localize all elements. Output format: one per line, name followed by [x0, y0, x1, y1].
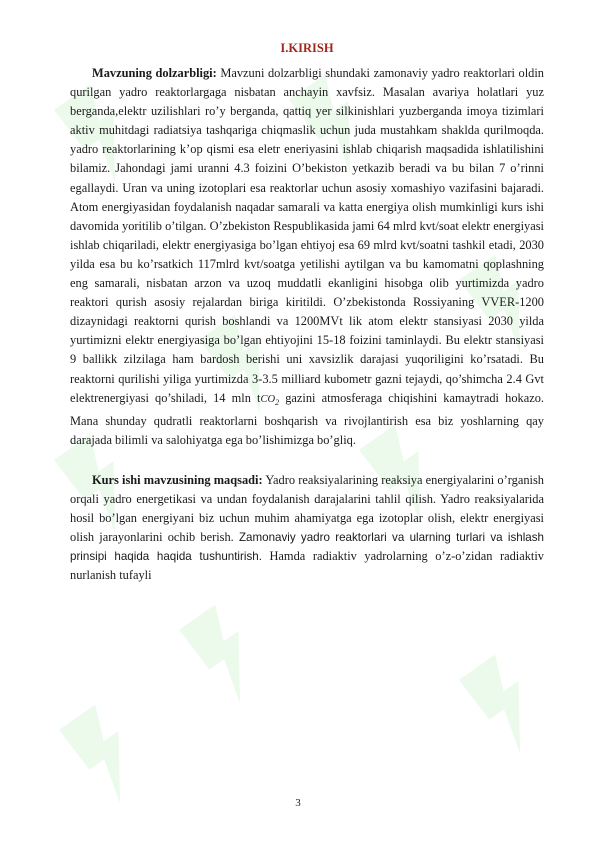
goal-body-end: Hamda radiaktiv yadrolarning o’z-o’zidan radiaktiv nurlanish tufayli — [70, 549, 544, 583]
paragraph-spacer — [70, 450, 544, 471]
relevance-body-end: gazini atmosferaga chiqishini kamaytradi hokazo. Mana shunday qudratli reaktorlarni boshqarish va rivojlantirish esa biz yoshlarning qay darajada bilimli va salohiyatga ega bo’lishimizga bo’gliq. — [70, 390, 544, 447]
relevance-paragraph — [70, 64, 544, 450]
co2-formula — [260, 394, 279, 405]
goal-body: Yadro reaksiyalarining reaksiya energiyalarini o’rganish orqali yadro energetikasi va undan foydalanish darajalarini tahlil qilish. Yadro reaksiyalarida hosil bo’lgan energiyani biz uchun muhim ahamiyatga ega izotoplar olish, elektr energiyasi olish jarayonlarini ochib berish. — [70, 472, 544, 545]
co2-formula-sub: 2 — [275, 397, 280, 407]
goal-label: Kurs ishi mavzusining maqsadi: — [92, 472, 263, 487]
document-page — [70, 40, 544, 586]
relevance-label: Mavzuning dolzarbligi: — [92, 66, 217, 80]
co2-formula-main: CO — [260, 393, 276, 405]
goal-body-sans: Zamonaviy yadro reaktorlari va ularning turlari va ishlash prinsipi haqida haqida tushuntirish. — [70, 531, 544, 564]
goal-paragraph — [70, 471, 544, 586]
relevance-body: Mavzuni dolzarbligi shundaki zamonaviy yadro reaktorlari oldin qurilgan yadro reaktorlargaga nisbatan anchayin xavfsiz. Masalan avariya holatlari yuz berganda,elektr uzilishlari ro’y berganda, qattiq yer silkinishlari yuzberganda imoya tizimlari aktiv muhitdagi radiatsiya tashqariga chiqmaslik uchun juda mustahkam shaklda qurilmoqda. yadro reaktorlarining k’op qismi esa eletr eneriyasini ishlab chiqarish maqsadida ishlatilishini bilamiz. Jahondagi jami uranni 4.3 foizini O’bekiston yetkazib beradi va bu bilan 7 o’rinni egallaydi. Uran va uning izotoplari esa reaktorlar uchun asosiy xomashiyo vazifasini bajaradi. Atom energiyasidan foydalanish naqadar samarali va katta energiya olish mumkinligi kurs ishi davomida yoritilib o’tilgan. O’zbekiston Respublikasida jami 64 mlrd kvt/soat elektr energiyasi ishlab chiqariladi, elektr energiyasiga bo’lgan ehtiyoj esa 69 mlrd kvt/soatni tashkil etadi, 2030 yilda esa bu ko’rsatkich 117mlrd kvt/soatga yetilishi aytilgan va bu kamomatni qoplashning eng samarali, nisbatan arzon va uzoq muddatli ekanligini hisobga olib yurtimizda yadro reaktori qurish asosiy rejalardan biriga kiritildi. O’zbekistonda Rossiyaning VVER-1200 dizaynidagi reaktorni qurish boshlandi va 1200MVt lik atom elektr stansiyasi 2030 yilda yurtimizni elektr energiyasiga bo’lgan ehtiyojini 15-18 foizini taminlaydi. Bu elektr stansiyasi 9 ballikk zilzilaga ham bardosh berishi uni xavsizlik darajasi yuqoriligini ko’rsatadi. Bu reaktorni qurilishi yiliga yurtimizda 3-3.5 milliard kubometr gazni tejaydi, qo’shimcha 2.4 Gvt elektrenergiyasi qo’shiladi, 14 mln t — [70, 66, 544, 405]
section-heading: I.KIRISH — [280, 41, 334, 55]
page-number: 3 — [295, 797, 301, 809]
